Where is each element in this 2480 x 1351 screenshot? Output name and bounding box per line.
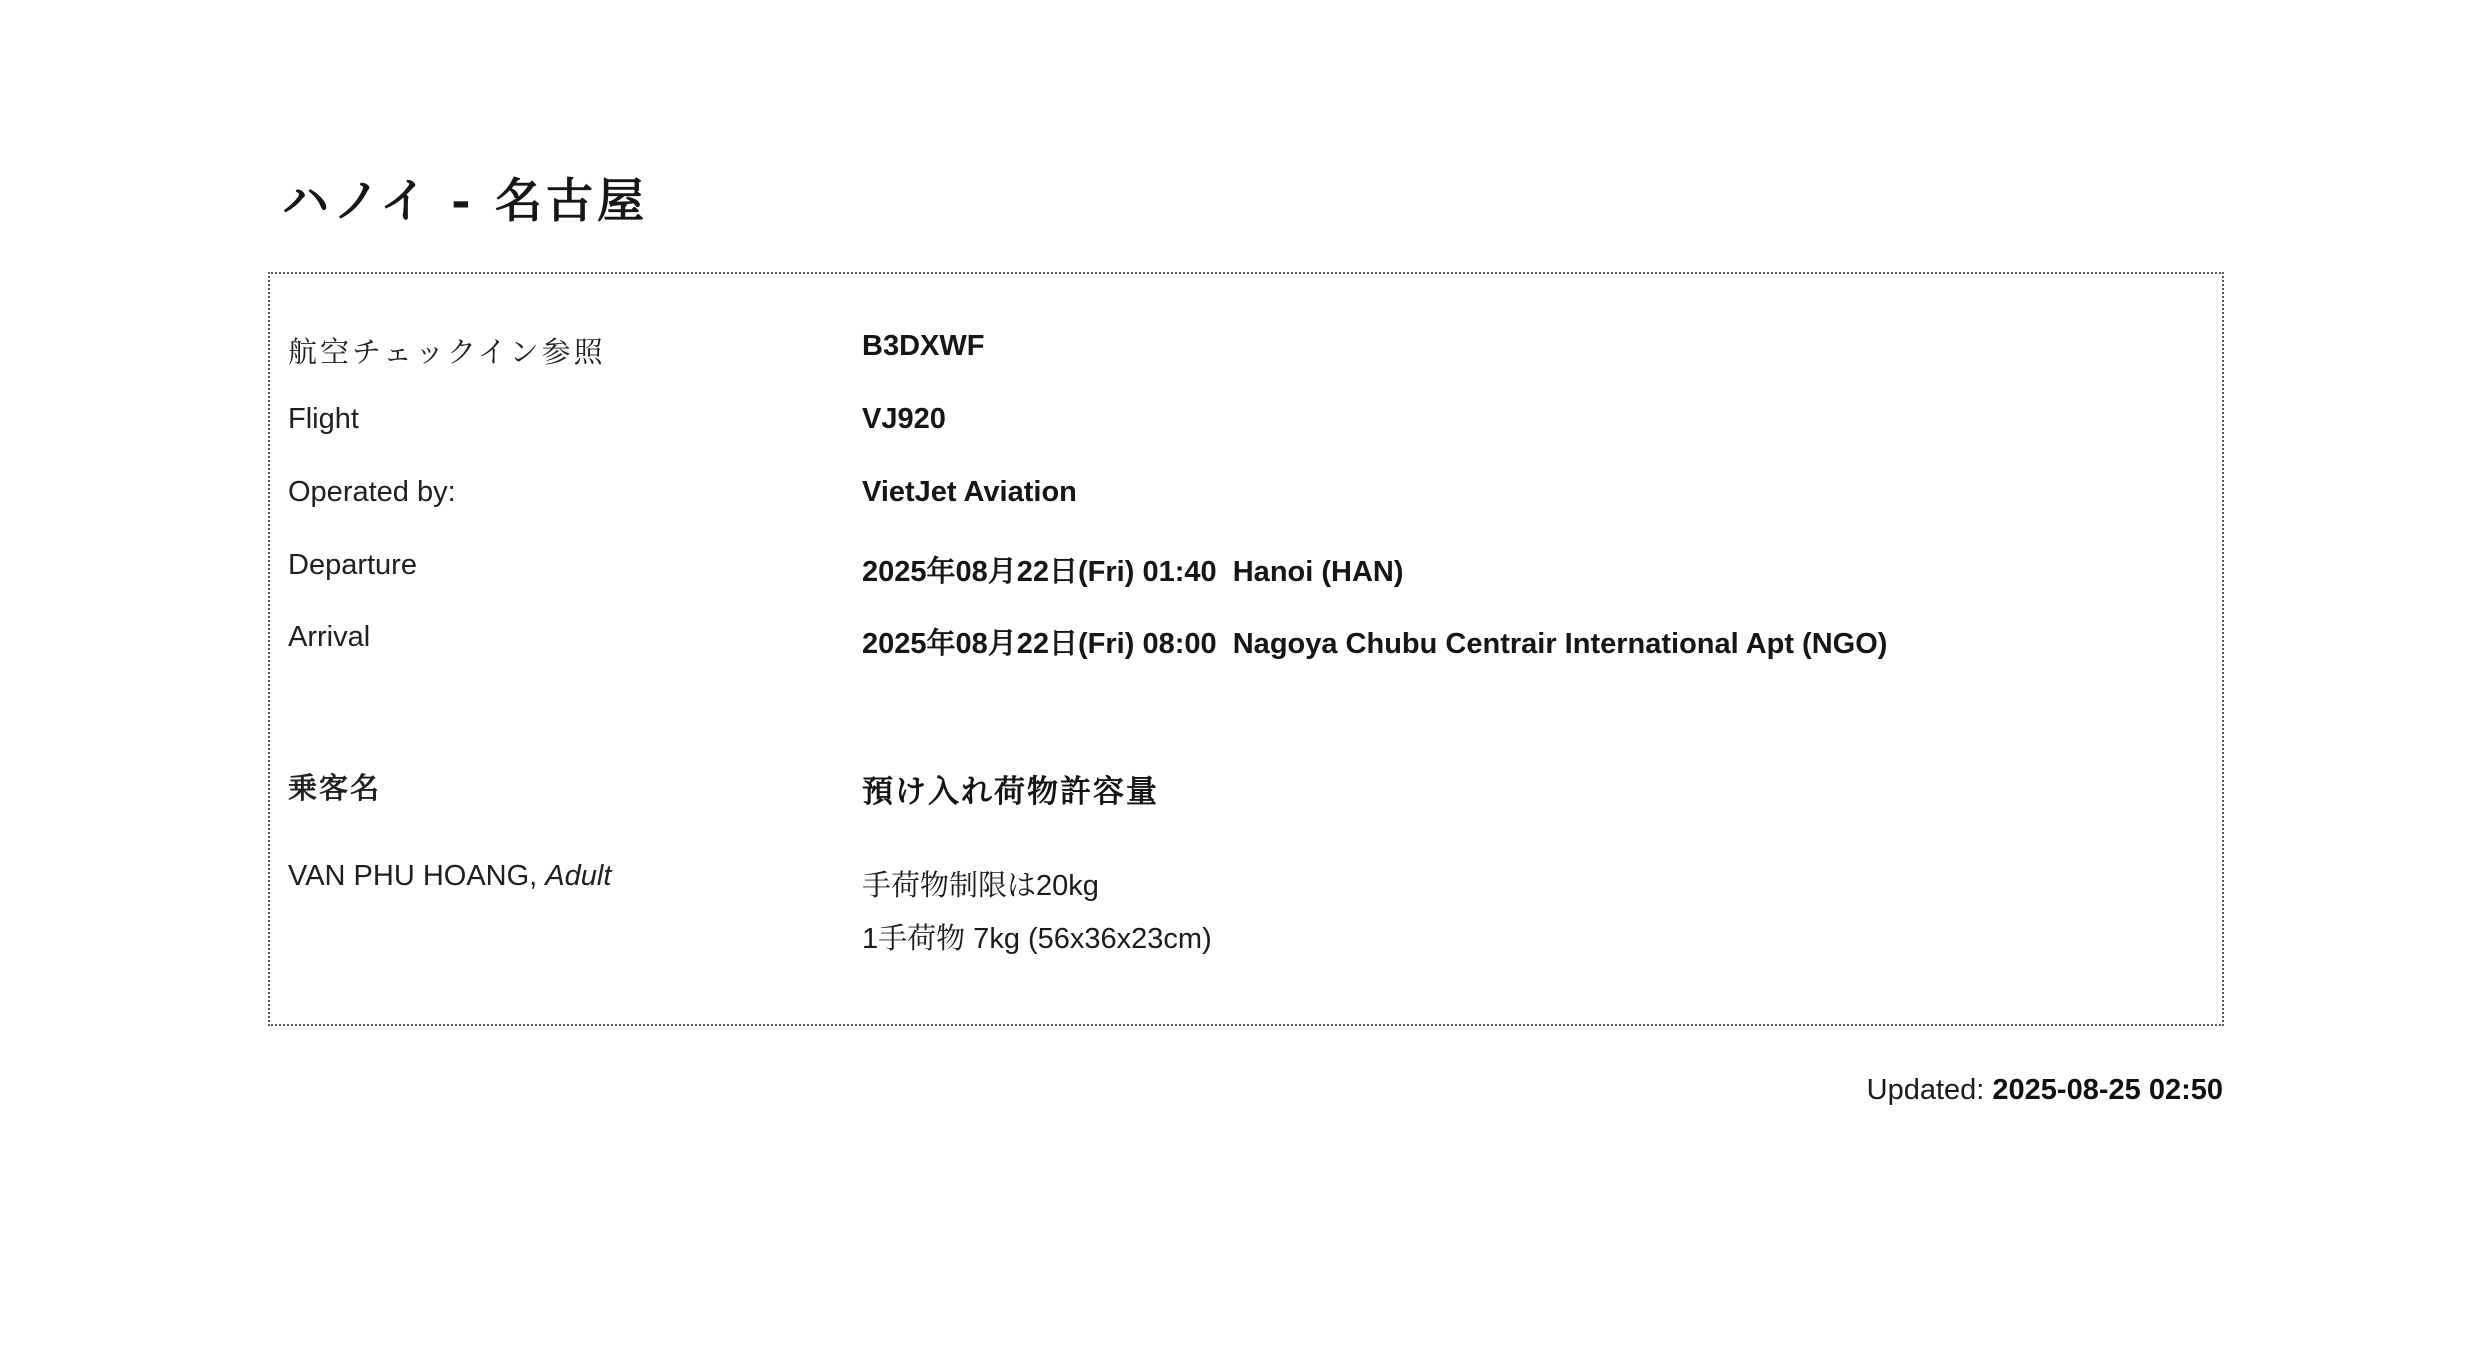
departure-row [288,549,2210,590]
operated-by-value: VietJet Aviation [862,476,1077,508]
operated-by-row [288,476,2210,509]
operated-by-label: Operated by: [288,476,456,508]
flight-number-label: Flight [288,403,359,435]
arrival-label: Arrival [288,621,371,653]
passenger-name [288,860,862,893]
baggage-allowance [862,860,1212,966]
checkin-reference-row [288,330,2210,371]
route-title: ハノイ - 名古屋 [282,174,649,229]
arrival-value: 2025年08月22日(Fri) 08:00 Nagoya Chubu Centrair International Apt (NGO) [862,628,1888,660]
updated-timestamp [1867,1074,2223,1107]
flight-number-value: VJ920 [862,403,946,435]
baggage-line-cabin-limit: 手荷物制限は20kg [862,870,1099,902]
passenger-section-headers [288,766,2210,811]
baggage-allowance-header: 預け入れ荷物許容量 [862,774,1159,810]
arrival-row [288,621,2210,662]
passenger-name-text: VAN PHU HOANG, [288,860,538,892]
updated-value: 2025-08-25 02:50 [1992,1074,2223,1106]
checkin-reference-value: B3DXWF [862,330,985,362]
checkin-reference-label: 航空チェックイン参照 [288,335,606,369]
baggage-line-hand-baggage: 1手荷物 7kg (56x36x23cm) [862,923,1212,955]
passenger-name-header: 乗客名 [288,771,382,805]
passenger-type: Adult [545,860,612,892]
departure-label: Departure [288,549,417,581]
flight-number-row [288,403,2210,436]
departure-value: 2025年08月22日(Fri) 01:40 Hanoi (HAN) [862,556,1404,588]
flight-details-card [268,272,2224,1026]
updated-label: Updated: [1866,1074,1993,1106]
passenger-row [288,860,2210,966]
